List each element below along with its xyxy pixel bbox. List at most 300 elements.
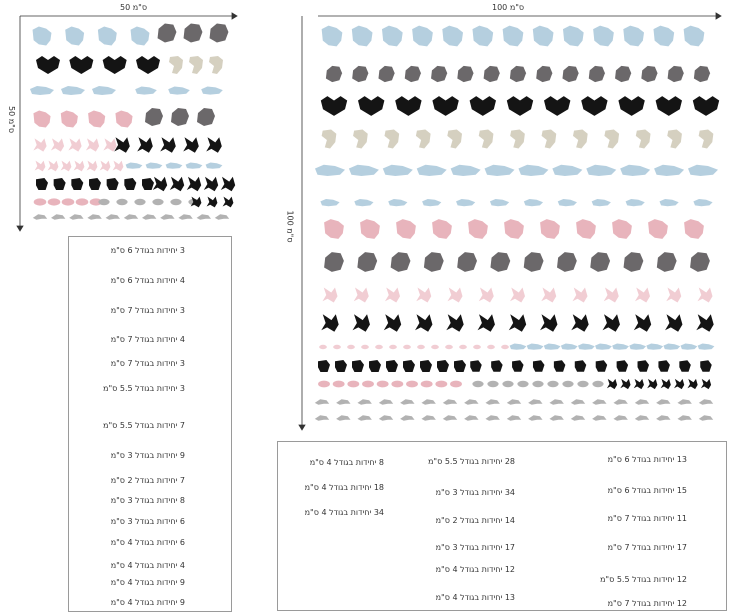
black-sticker xyxy=(153,177,167,191)
pink-sticker xyxy=(48,161,59,172)
gray-sticker xyxy=(424,252,444,272)
blue-sticker xyxy=(527,344,544,350)
blue-sticker xyxy=(524,199,543,206)
pink-sticker xyxy=(431,345,439,349)
blue-sticker xyxy=(382,26,403,47)
blue-sticker xyxy=(593,26,614,47)
blue-sticker xyxy=(653,26,674,47)
pink-sticker xyxy=(541,288,556,303)
legend-item-label: 28 יחידות בגודל 5.5 ס"מ xyxy=(427,457,515,466)
gray-sticker xyxy=(378,66,394,82)
gray-sticker xyxy=(668,66,684,82)
pink-sticker xyxy=(389,345,397,349)
blue-sticker xyxy=(168,87,190,95)
black-sticker xyxy=(696,314,713,331)
gray-sticker xyxy=(400,399,414,404)
blue-sticker xyxy=(595,344,612,350)
blue-sticker xyxy=(485,165,515,176)
black-sticker xyxy=(603,314,620,331)
blue-sticker xyxy=(684,26,705,47)
black-sticker xyxy=(358,96,384,116)
gray-sticker xyxy=(590,252,610,272)
beige-sticker xyxy=(667,130,682,149)
beige-sticker xyxy=(636,130,651,149)
black-sticker xyxy=(415,314,432,331)
legend-item-label: 3 יחידות בגודל 5.5 ס"מ xyxy=(103,384,185,393)
black-sticker xyxy=(136,56,160,74)
blue-sticker xyxy=(586,165,616,176)
beige-sticker xyxy=(479,130,494,149)
black-sticker xyxy=(124,178,136,190)
beige-sticker xyxy=(573,130,588,149)
gray-sticker xyxy=(464,415,478,420)
beige-sticker xyxy=(169,56,183,74)
black-sticker xyxy=(369,360,381,372)
black-sticker xyxy=(571,314,588,331)
pink-sticker xyxy=(103,138,116,151)
beige-sticker xyxy=(384,130,399,149)
gray-sticker xyxy=(549,399,563,404)
beige-sticker xyxy=(353,130,368,149)
legend-item-label: 6 יחידות בגודל 3 ס"מ xyxy=(110,517,185,526)
blue-sticker xyxy=(626,199,645,206)
blue-sticker xyxy=(383,165,413,176)
gray-sticker xyxy=(405,66,421,82)
pink-sticker xyxy=(450,381,462,388)
beige-sticker xyxy=(189,56,203,74)
gray-sticker xyxy=(577,381,588,387)
black-sticker xyxy=(512,360,524,372)
black-sticker xyxy=(114,137,130,153)
black-sticker xyxy=(701,379,711,389)
pink-sticker xyxy=(74,161,85,172)
legend-item-label: 9 יחידות בגודל 3 ס"מ xyxy=(110,451,185,460)
legend-item-label: 34 יחידות בגודל 4 ס"מ xyxy=(304,508,384,517)
blue-sticker xyxy=(33,27,52,46)
gray-sticker xyxy=(184,24,203,43)
black-sticker xyxy=(540,314,557,331)
gray-sticker xyxy=(142,214,156,219)
black-sticker xyxy=(470,360,482,372)
gray-sticker xyxy=(391,252,411,272)
black-sticker xyxy=(204,177,218,191)
blue-sticker xyxy=(620,165,650,176)
gray-sticker xyxy=(472,381,483,387)
black-sticker xyxy=(89,178,101,190)
gray-sticker xyxy=(357,252,377,272)
gray-sticker xyxy=(490,252,510,272)
blue-sticker xyxy=(422,199,441,206)
black-sticker xyxy=(107,178,119,190)
blue-sticker xyxy=(92,86,116,95)
pink-sticker xyxy=(432,219,452,239)
beige-sticker xyxy=(322,130,337,149)
gray-sticker xyxy=(517,381,528,387)
black-sticker xyxy=(206,137,222,153)
gray-sticker xyxy=(431,66,447,82)
blue-sticker xyxy=(206,163,223,169)
pink-sticker xyxy=(333,381,345,388)
blue-sticker xyxy=(65,27,84,46)
pink-sticker xyxy=(113,161,124,172)
pink-sticker xyxy=(406,381,418,388)
pink-sticker xyxy=(504,219,524,239)
pink-sticker xyxy=(396,219,416,239)
gray-sticker xyxy=(485,399,499,404)
pink-sticker xyxy=(573,288,588,303)
blue-sticker xyxy=(592,199,611,206)
legend-item-label: 9 יחידות בגודל 4 ס"מ xyxy=(110,578,185,587)
gray-sticker xyxy=(315,415,329,420)
black-sticker xyxy=(618,96,644,116)
black-sticker xyxy=(403,360,415,372)
black-sticker xyxy=(432,96,458,116)
blue-sticker xyxy=(503,26,524,47)
pink-sticker xyxy=(416,288,431,303)
pink-sticker xyxy=(377,381,389,388)
black-sticker xyxy=(575,360,587,372)
gray-sticker xyxy=(592,415,606,420)
blue-sticker xyxy=(681,344,698,350)
blue-sticker xyxy=(552,165,582,176)
blue-sticker xyxy=(322,26,343,47)
legend-item-label: 18 יחידות בגודל 4 ס"מ xyxy=(304,483,384,492)
black-sticker xyxy=(321,96,347,116)
gray-sticker xyxy=(528,415,542,420)
black-sticker xyxy=(207,197,218,208)
pink-sticker xyxy=(445,345,453,349)
gray-sticker xyxy=(124,214,138,219)
blue-sticker xyxy=(451,165,481,176)
gray-sticker xyxy=(507,415,521,420)
gray-sticker xyxy=(635,415,649,420)
gray-sticker xyxy=(557,252,577,272)
gray-sticker xyxy=(215,214,229,219)
pink-sticker xyxy=(86,138,99,151)
large-board-height-label: 100 ס"מ xyxy=(285,210,295,243)
pink-sticker xyxy=(51,138,64,151)
pink-sticker xyxy=(62,198,75,205)
black-sticker xyxy=(554,360,566,372)
blue-sticker xyxy=(201,87,223,95)
gray-sticker xyxy=(51,214,65,219)
beige-sticker xyxy=(447,130,462,149)
pink-sticker xyxy=(61,110,78,127)
pink-sticker xyxy=(576,219,596,239)
gray-sticker xyxy=(379,399,393,404)
black-sticker xyxy=(386,360,398,372)
gray-sticker xyxy=(624,252,644,272)
blue-sticker xyxy=(320,199,339,206)
pink-sticker xyxy=(635,288,650,303)
blue-sticker xyxy=(663,344,680,350)
gray-sticker xyxy=(336,399,350,404)
black-sticker xyxy=(700,360,712,372)
black-sticker xyxy=(581,96,607,116)
gray-sticker xyxy=(571,415,585,420)
pink-sticker xyxy=(76,198,89,205)
pink-sticker xyxy=(648,219,668,239)
legend-item-label: 14 יחידות בגודל 2 ס"מ xyxy=(435,516,515,525)
gray-sticker xyxy=(352,66,368,82)
black-sticker xyxy=(638,360,650,372)
gray-sticker xyxy=(562,381,573,387)
pink-sticker xyxy=(324,219,344,239)
black-sticker xyxy=(634,314,651,331)
black-sticker xyxy=(183,137,199,153)
pink-sticker xyxy=(100,161,111,172)
blue-sticker xyxy=(186,163,203,169)
blue-sticker xyxy=(518,165,548,176)
blue-sticker xyxy=(412,26,433,47)
gray-sticker xyxy=(615,66,631,82)
gray-sticker xyxy=(657,252,677,272)
legend-item-label: 4 יחידות בגודל 7 ס"מ xyxy=(110,335,185,344)
pink-sticker xyxy=(479,288,494,303)
pink-sticker xyxy=(361,345,369,349)
black-sticker xyxy=(221,177,235,191)
black-sticker xyxy=(674,379,684,389)
legend-item-label: 7 יחידות בגודל 2 ס"מ xyxy=(110,476,185,485)
black-sticker xyxy=(420,360,432,372)
blue-sticker xyxy=(654,165,684,176)
black-sticker xyxy=(36,56,60,74)
blue-sticker xyxy=(388,199,407,206)
black-sticker xyxy=(446,314,463,331)
gray-sticker xyxy=(145,108,163,126)
gray-sticker xyxy=(524,252,544,272)
black-sticker xyxy=(544,96,570,116)
gray-sticker xyxy=(613,415,627,420)
gray-sticker xyxy=(33,214,47,219)
gray-sticker xyxy=(592,381,603,387)
black-sticker xyxy=(170,177,184,191)
pink-sticker xyxy=(362,381,374,388)
beige-sticker xyxy=(542,130,557,149)
blue-sticker xyxy=(98,27,117,46)
pink-sticker xyxy=(612,219,632,239)
gray-sticker xyxy=(170,199,181,205)
gray-sticker xyxy=(549,415,563,420)
black-sticker xyxy=(620,379,630,389)
blue-sticker xyxy=(30,86,54,95)
pink-sticker xyxy=(115,110,132,127)
pink-sticker xyxy=(35,161,46,172)
pink-sticker xyxy=(347,381,359,388)
gray-sticker xyxy=(641,66,657,82)
black-sticker xyxy=(384,314,401,331)
gray-sticker xyxy=(532,381,543,387)
gray-sticker xyxy=(699,415,713,420)
black-sticker xyxy=(54,178,66,190)
gray-sticker xyxy=(69,214,83,219)
legend-item-label: 6 יחידות בגודל 4 ס"מ xyxy=(110,538,185,547)
blue-sticker xyxy=(472,26,493,47)
gray-sticker xyxy=(487,381,498,387)
pink-sticker xyxy=(459,345,467,349)
pink-sticker xyxy=(333,345,341,349)
black-sticker xyxy=(142,178,154,190)
blue-sticker xyxy=(442,26,463,47)
pink-sticker xyxy=(468,219,488,239)
black-sticker xyxy=(679,360,691,372)
black-sticker xyxy=(607,379,617,389)
blue-sticker xyxy=(126,163,143,169)
black-sticker xyxy=(321,314,338,331)
legend-item-label: 13 יחידות בגודל 6 ס"מ xyxy=(607,455,687,464)
gray-sticker xyxy=(457,252,477,272)
gray-sticker xyxy=(484,66,500,82)
legend-item-label: 8 יחידות בגודל 3 ס"מ xyxy=(110,496,185,505)
gray-sticker xyxy=(613,399,627,404)
beige-sticker xyxy=(416,130,431,149)
pink-sticker xyxy=(684,219,704,239)
pink-sticker xyxy=(604,288,619,303)
gray-sticker xyxy=(315,399,329,404)
blue-sticker xyxy=(659,199,678,206)
gray-sticker xyxy=(379,415,393,420)
pink-sticker xyxy=(323,288,338,303)
blue-sticker xyxy=(688,165,718,176)
legend-item-label: 17 יחידות בגודל 3 ס"מ xyxy=(435,543,515,552)
legend-item-label: 13 יחידות בגודל 4 ס"מ xyxy=(435,593,515,602)
blue-sticker xyxy=(352,26,373,47)
gray-sticker xyxy=(694,66,710,82)
black-sticker xyxy=(507,96,533,116)
gray-sticker xyxy=(656,415,670,420)
gray-sticker xyxy=(134,199,145,205)
gray-sticker xyxy=(547,381,558,387)
beige-sticker xyxy=(699,130,714,149)
gray-sticker xyxy=(485,415,499,420)
legend-item-label: 8 יחידות בגודל 4 ס"מ xyxy=(309,458,384,467)
blue-sticker xyxy=(544,344,561,350)
black-sticker xyxy=(647,379,657,389)
pink-sticker xyxy=(33,138,46,151)
blue-sticker xyxy=(558,199,577,206)
pink-sticker xyxy=(318,381,330,388)
gray-sticker xyxy=(502,381,513,387)
blue-sticker xyxy=(629,344,646,350)
legend-item-label: 7 יחידות בגודל 5.5 ס"מ xyxy=(103,421,185,430)
blue-sticker xyxy=(693,199,712,206)
pink-sticker xyxy=(666,288,681,303)
pink-sticker xyxy=(87,161,98,172)
gray-sticker xyxy=(507,399,521,404)
gray-sticker xyxy=(106,214,120,219)
blue-sticker xyxy=(146,163,163,169)
pink-sticker xyxy=(501,345,509,349)
black-sticker xyxy=(661,379,671,389)
gray-sticker xyxy=(324,252,344,272)
blue-sticker xyxy=(490,199,509,206)
legend-item-label: 3 יחידות בגודל 7 ס"מ xyxy=(110,306,185,315)
gray-sticker xyxy=(116,199,127,205)
gray-sticker xyxy=(87,214,101,219)
black-sticker xyxy=(318,360,330,372)
blue-sticker xyxy=(646,344,663,350)
blue-sticker xyxy=(510,344,527,350)
blue-sticker xyxy=(533,26,554,47)
blue-sticker xyxy=(166,163,183,169)
pink-sticker xyxy=(385,288,400,303)
pink-sticker xyxy=(417,345,425,349)
gray-sticker xyxy=(536,66,552,82)
black-sticker xyxy=(352,360,364,372)
gray-sticker xyxy=(357,415,371,420)
gray-sticker xyxy=(443,399,457,404)
pink-sticker xyxy=(360,219,380,239)
pink-sticker xyxy=(375,345,383,349)
black-sticker xyxy=(665,314,682,331)
gray-sticker xyxy=(677,399,691,404)
blue-sticker xyxy=(349,165,379,176)
pink-sticker xyxy=(319,345,327,349)
gray-sticker xyxy=(400,415,414,420)
black-sticker xyxy=(634,379,644,389)
blue-sticker xyxy=(623,26,644,47)
gray-sticker xyxy=(510,66,526,82)
legend-item-label: 12 יחידות בגודל 5.5 ס"מ xyxy=(599,575,687,584)
blue-sticker xyxy=(561,344,578,350)
black-sticker xyxy=(137,137,153,153)
legend-item-label: 12 יחידות בגודל 7 ס"מ xyxy=(607,599,687,608)
gray-sticker xyxy=(158,24,177,43)
blue-sticker xyxy=(315,165,345,176)
black-sticker xyxy=(596,360,608,372)
black-sticker xyxy=(470,96,496,116)
legend-item-label: 9 יחידות בגודל 4 ס"מ xyxy=(110,598,185,607)
gray-sticker xyxy=(357,399,371,404)
pink-sticker xyxy=(354,288,369,303)
gray-sticker xyxy=(171,108,189,126)
beige-sticker xyxy=(604,130,619,149)
small-board-height-label: 50 ס"מ xyxy=(7,105,17,134)
gray-sticker xyxy=(690,252,710,272)
pink-sticker xyxy=(68,138,81,151)
blue-sticker xyxy=(135,87,157,95)
beige-sticker xyxy=(510,130,525,149)
pink-sticker xyxy=(34,198,47,205)
gray-sticker xyxy=(699,399,713,404)
pink-sticker xyxy=(540,219,560,239)
black-sticker xyxy=(36,178,48,190)
gray-sticker xyxy=(677,415,691,420)
gray-sticker xyxy=(571,399,585,404)
gray-sticker xyxy=(152,199,163,205)
pink-sticker xyxy=(347,345,355,349)
gray-sticker xyxy=(178,214,192,219)
blue-sticker xyxy=(417,165,447,176)
legend-item-label: 3 יחידות בגודל 7 ס"מ xyxy=(110,359,185,368)
black-sticker xyxy=(69,56,93,74)
gray-sticker xyxy=(336,415,350,420)
large-board-width-label: 100 ס"מ xyxy=(492,3,525,12)
blue-sticker xyxy=(698,344,715,350)
pink-sticker xyxy=(48,198,61,205)
beige-sticker xyxy=(209,56,223,74)
pink-sticker xyxy=(61,161,72,172)
black-sticker xyxy=(693,96,719,116)
gray-sticker xyxy=(464,399,478,404)
pink-sticker xyxy=(33,110,50,127)
gray-sticker xyxy=(656,399,670,404)
black-sticker xyxy=(395,96,421,116)
black-sticker xyxy=(687,379,697,389)
blue-sticker xyxy=(456,199,475,206)
black-sticker xyxy=(478,314,495,331)
legend-item-label: 4 יחידות בגודל 6 ס"מ xyxy=(110,276,185,285)
